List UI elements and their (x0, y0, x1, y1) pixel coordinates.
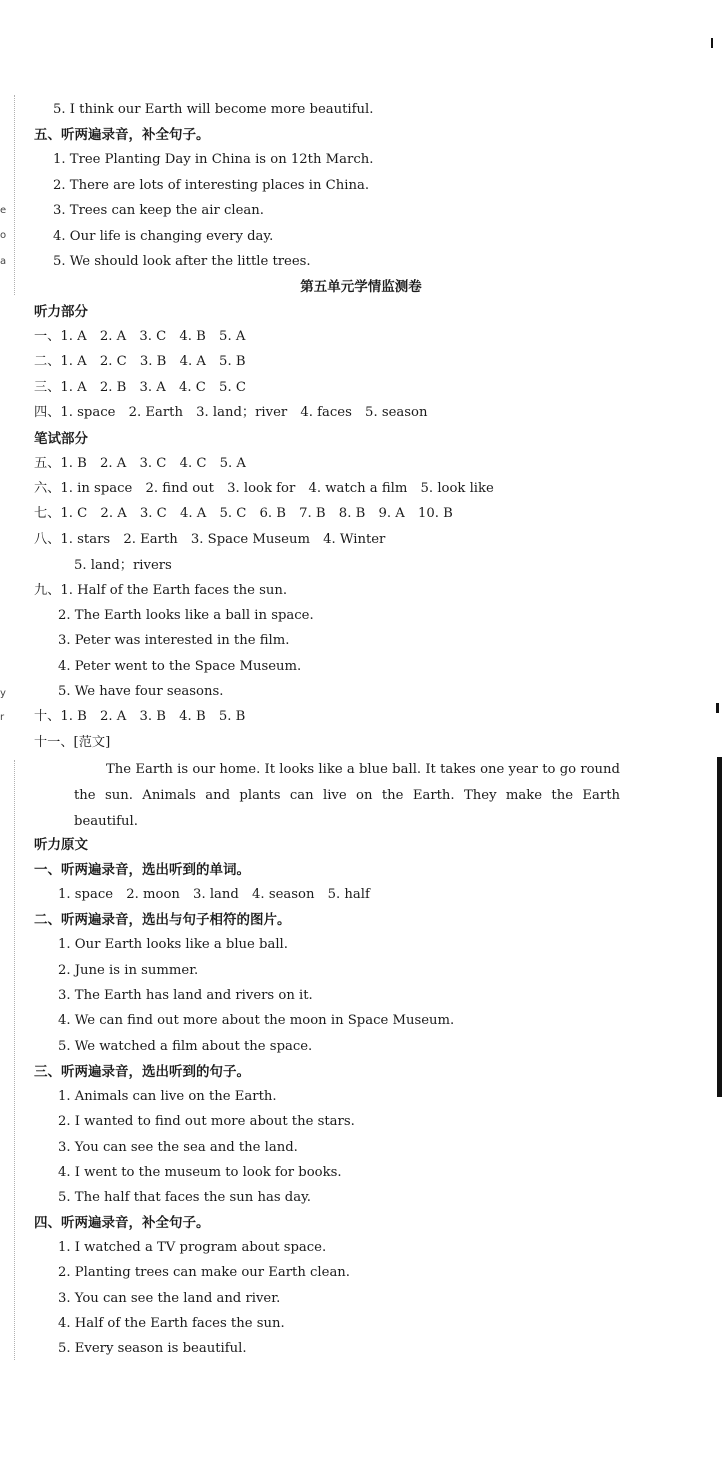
answer-line: 4. Our life is changing every day. (53, 229, 274, 244)
margin-fragment: y (0, 688, 6, 699)
answer-line: 5. I think our Earth will become more beautiful. (53, 102, 374, 117)
answer-line: 十一、[范文] (34, 735, 111, 750)
model-essay: The Earth is our home. It looks like a blue ball. It takes one year to go round the sun. Animals and plants can live on the Earth. They make the Earth beautiful. (74, 762, 620, 829)
transcript-line: 4. We can find out more about the moon in Space Museum. (58, 1013, 455, 1028)
section-heading: 四、听两遍录音，补全句子。 (34, 1215, 210, 1231)
answer-line: 一、1. A 2. A 3. C 4. B 5. A (34, 329, 246, 344)
transcript-heading: 听力原文 (34, 837, 88, 853)
answer-line: 二、1. A 2. C 3. B 4. A 5. B (34, 354, 246, 369)
transcript-line: 4. I went to the museum to look for books. (58, 1165, 342, 1180)
transcript-line: 3. You can see the land and river. (58, 1291, 281, 1306)
transcript-line: 1. I watched a TV program about space. (58, 1240, 327, 1255)
scan-edge-mark-top (711, 38, 713, 48)
transcript-line: 2. June is in summer. (58, 963, 199, 978)
answer-line: 十、1. B 2. A 3. B 4. B 5. B (34, 709, 246, 724)
answer-line: 4. Peter went to the Space Museum. (58, 659, 302, 674)
answer-line: 八、1. stars 2. Earth 3. Space Museum 4. Winter (34, 532, 386, 547)
answer-line: 四、1. space 2. Earth 3. land；river 4. faces 5. season (34, 405, 428, 420)
answer-line: 2. There are lots of interesting places in China. (53, 178, 370, 193)
transcript-line: 5. Every season is beautiful. (58, 1341, 247, 1356)
section-heading: 二、听两遍录音，选出与句子相符的图片。 (34, 912, 291, 928)
transcript-line: 2. Planting trees can make our Earth clean. (58, 1265, 350, 1280)
binding-dotted-line-lower (14, 760, 15, 1360)
answer-line: 5. We should look after the little trees. (53, 254, 311, 269)
section-heading: 三、听两遍录音，选出听到的句子。 (34, 1064, 250, 1080)
transcript-line: 1. Our Earth looks like a blue ball. (58, 937, 288, 952)
answer-line: 三、1. A 2. B 3. A 4. C 5. C (34, 380, 246, 395)
margin-fragment: a (0, 256, 7, 267)
answer-line: 六、1. in space 2. find out 3. look for 4. watch a film 5. look like (34, 481, 494, 496)
unit-title: 第五单元学情监测卷 (300, 279, 422, 295)
answer-line: 九、1. Half of the Earth faces the sun. (34, 583, 288, 598)
margin-fragment: r (0, 712, 5, 723)
answer-line: 3. Trees can keep the air clean. (53, 203, 264, 218)
transcript-line: 1. Animals can live on the Earth. (58, 1089, 277, 1104)
answer-line: 3. Peter was interested in the film. (58, 633, 290, 648)
answer-line: 五、1. B 2. A 3. C 4. C 5. A (34, 456, 246, 471)
margin-fragment: o (0, 230, 7, 241)
answer-line: 5. land；rivers (74, 558, 172, 573)
scan-edge-mark-mid (716, 703, 719, 713)
answer-line: 5. We have four seasons. (58, 684, 224, 699)
answer-line: 七、1. C 2. A 3. C 4. A 5. C 6. B 7. B 8. B 9. A 10. B (34, 506, 453, 521)
transcript-line: 3. The Earth has land and rivers on it. (58, 988, 313, 1003)
transcript-line: 4. Half of the Earth faces the sun. (58, 1316, 285, 1331)
transcript-line: 5. The half that faces the sun has day. (58, 1190, 311, 1205)
section-heading: 一、听两遍录音，选出听到的单词。 (34, 862, 250, 878)
part-heading-written: 笔试部分 (34, 431, 88, 447)
scan-edge-bar (717, 757, 722, 1097)
answer-line: 2. The Earth looks like a ball in space. (58, 608, 314, 623)
answer-line: 1. space 2. moon 3. land 4. season 5. half (58, 887, 370, 902)
binding-dotted-line (14, 95, 15, 295)
transcript-line: 3. You can see the sea and the land. (58, 1140, 298, 1155)
margin-fragment: e (0, 205, 7, 216)
part-heading-listening: 听力部分 (34, 304, 88, 320)
answer-line: 1. Tree Planting Day in China is on 12th March. (53, 152, 374, 167)
section-heading: 五、听两遍录音，补全句子。 (34, 127, 210, 143)
transcript-line: 2. I wanted to find out more about the stars. (58, 1114, 355, 1129)
transcript-line: 5. We watched a film about the space. (58, 1039, 313, 1054)
